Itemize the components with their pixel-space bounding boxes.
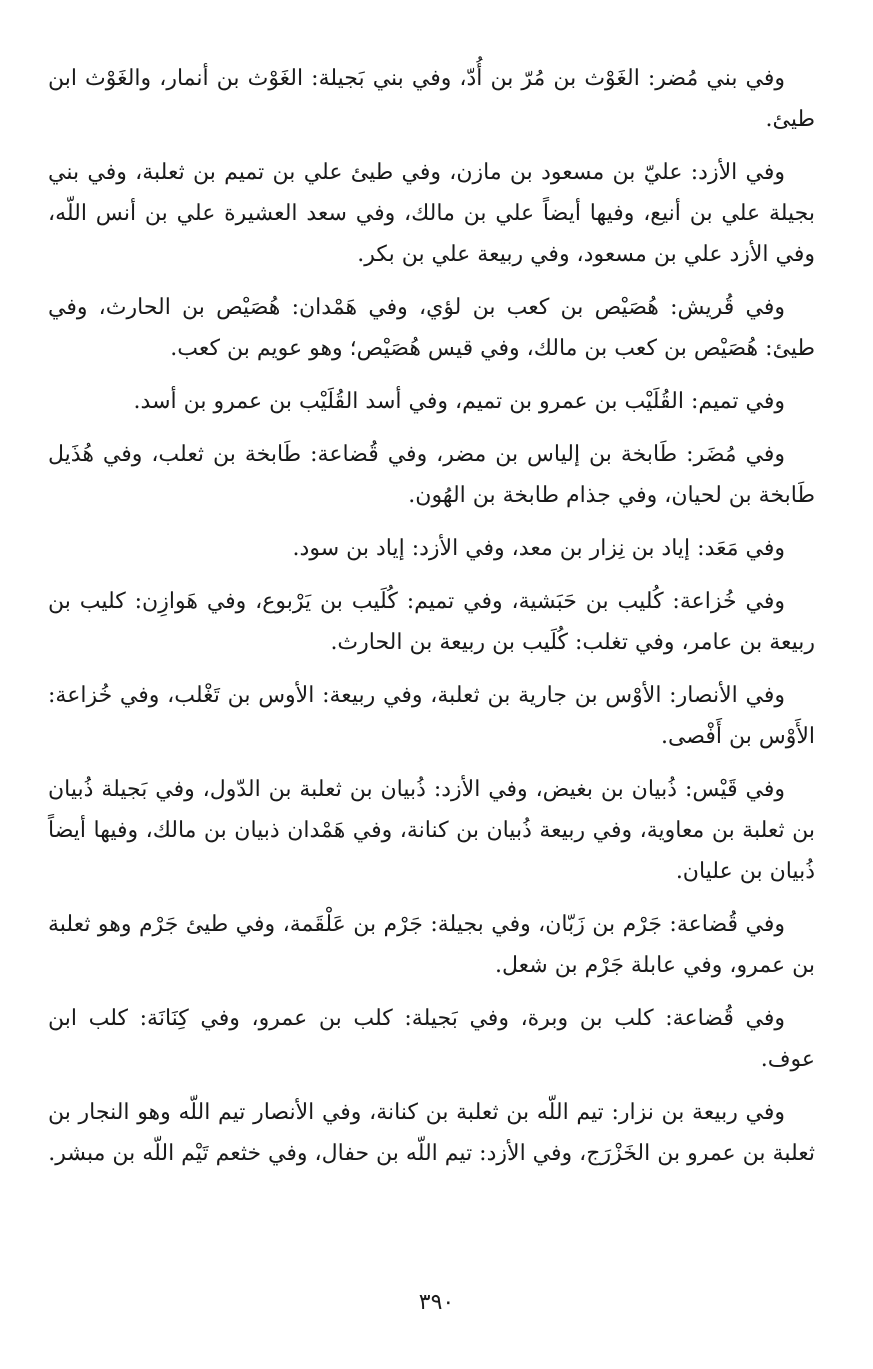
paragraph-4: وفي تميم: القُلَيْب بن عمرو بن تميم، وفي أسد القُلَيْب بن عمرو بن أسد. — [133, 389, 785, 414]
body-text — [48, 58, 815, 1186]
paragraph-8: وفي الأنصار: الأوْس بن جارية بن ثعلبة، وفي ربيعة: الأوس بن تَغْلب، وفي خُزاعة: الأَوْس بن أَفْصى. — [48, 683, 815, 749]
paragraph-1: وفي بني مُضر: الغَوْث بن مُرّ بن أُدّ، وفي بني بَجيلة: الغَوْث بن أنمار، والغَوْث ابن طيئ. — [48, 66, 815, 132]
paragraph-9: وفي قَيْس: ذُبيان بن بغيض، وفي الأزد: ذُبيان بن ثعلبة بن الدّول، وفي بَجيلة ذُبيان بن ثعلبة بن معاوية، وفي ربيعة ذُبيان بن كنانة، وفي هَمْدان ذبيان بن مالك، وفيها أيضاً ذُبيان بن عليان. — [48, 777, 815, 884]
paragraph-12: وفي ربيعة بن نزار: تيم اللّه بن ثعلبة بن كنانة، وفي الأنصار تيم اللّه وهو النجار بن ثعلبة بن عمرو بن الخَزْرَج، وفي الأزد: تيم اللّه بن حفال، وفي خثعم تَيْم اللّه بن مبشر. — [48, 1100, 815, 1166]
paragraph-10: وفي قُضاعة: جَرْم بن زَبّان، وفي بجيلة: جَرْم بن عَلْقَمة، وفي طيئ جَرْم وهو ثعلبة بن عمرو، وفي عابلة جَرْم بن شعل. — [48, 912, 815, 978]
paragraph-2: وفي الأزد: عليّ بن مسعود بن مازن، وفي طيئ علي بن تميم بن ثعلبة، وفي بني بجيلة علي بن أنيع، وفيها أيضاً علي بن مالك، وفي سعد العشيرة علي بن أنس اللّه، وفي الأزد علي بن مسعود، وفي ربيعة علي بن بكر. — [48, 160, 815, 267]
paragraph-7: وفي خُزاعة: كُليب بن حَبَشية، وفي تميم: كُلَيب بن يَرْبوع، وفي هَوازِن: كليب بن ربيعة بن عامر، وفي تغلب: كُلَيب بن ربيعة بن الحارث. — [48, 589, 815, 655]
paragraph-3: وفي قُريش: هُصَيْص بن كعب بن لؤي، وفي هَمْدان: هُصَيْص بن الحارث، وفي طيئ: هُصَيْص بن كعب بن مالك، وفي قيس هُصَيْص؛ وهو عويم بن كعب. — [48, 295, 815, 361]
page-number: ٣٩٠ — [418, 1290, 455, 1315]
paragraph-5: وفي مُضَر: طَابخة بن إلياس بن مضر، وفي قُضاعة: طَابخة بن ثعلب، وفي هُذَيل طَابخة بن لحيان، وفي جذام طابخة بن الهُون. — [48, 442, 815, 508]
paragraph-6: وفي مَعَد: إياد بن نِزار بن معد، وفي الأزد: إياد بن سود. — [292, 536, 785, 561]
paragraph-11: وفي قُضاعة: كلب بن وبرة، وفي بَجيلة: كلب بن عمرو، وفي كِنَانَة: كلب ابن عوف. — [48, 1006, 815, 1072]
